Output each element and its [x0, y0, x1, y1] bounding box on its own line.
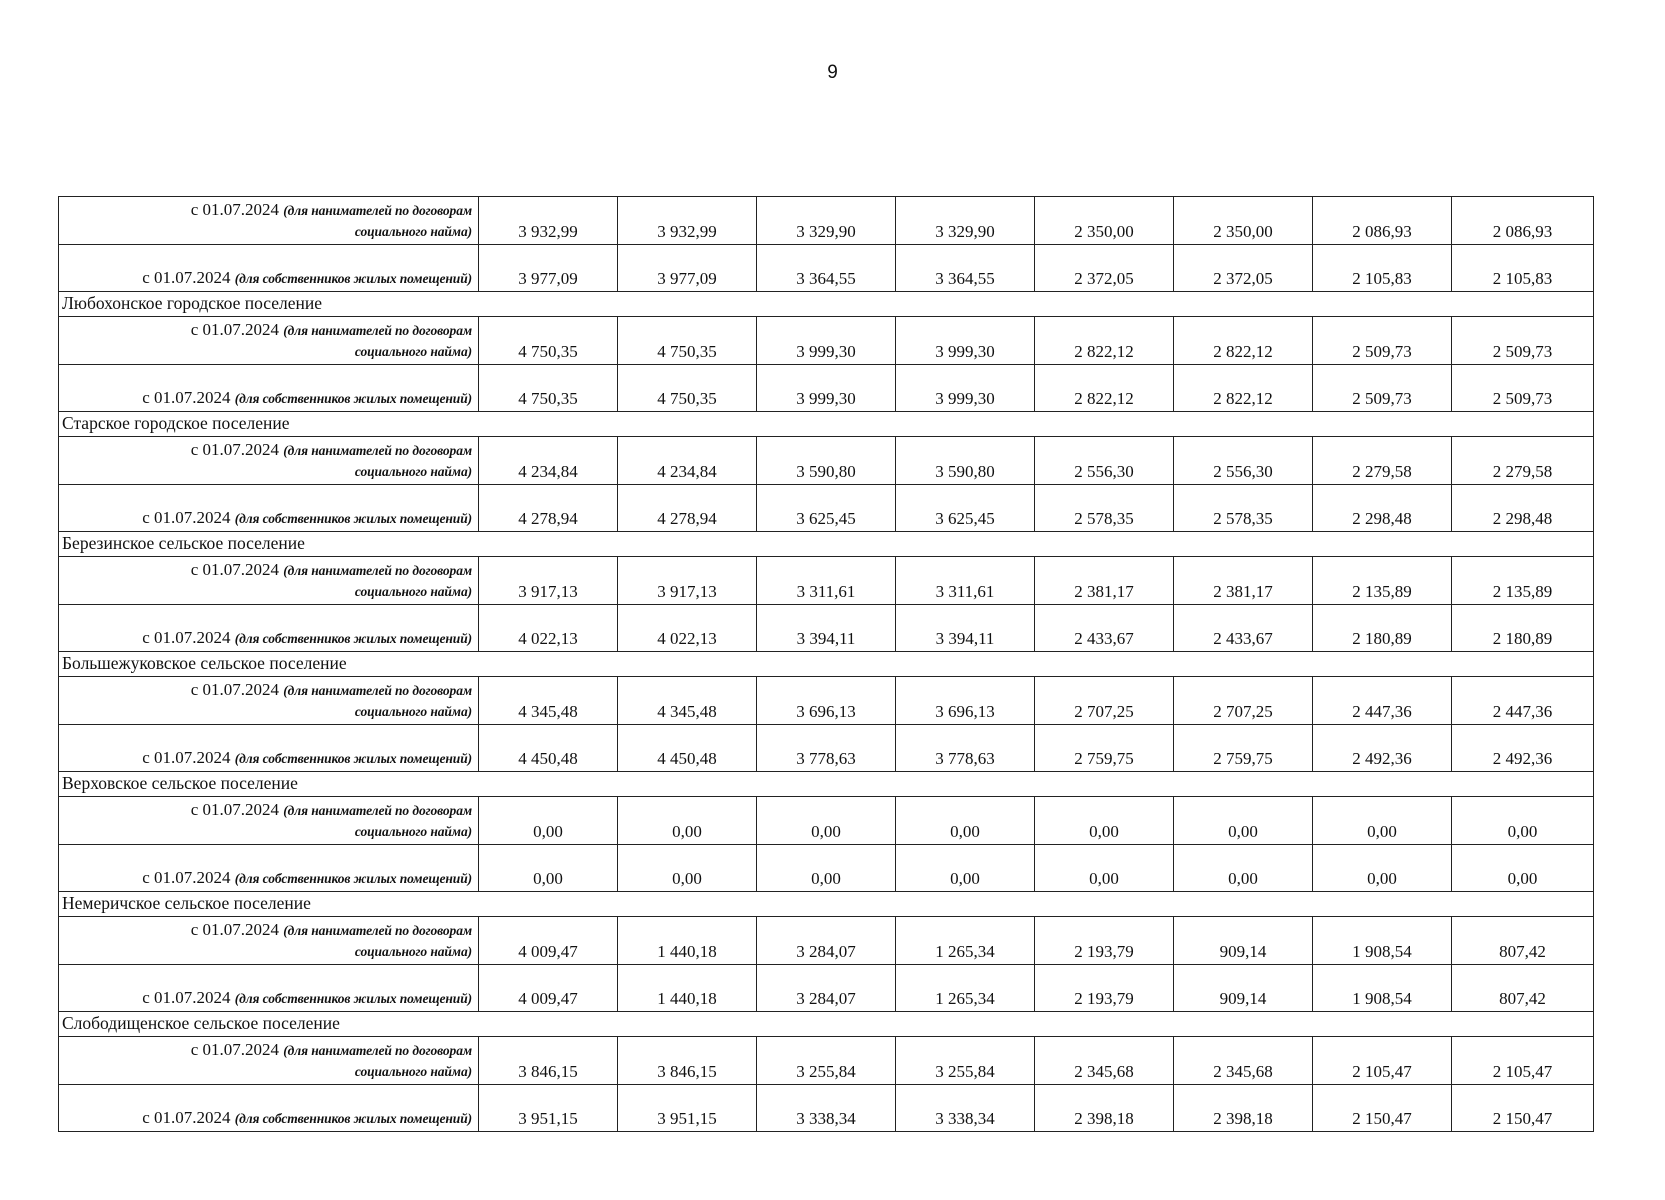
row-label-tenants	[59, 1037, 479, 1085]
label-line-2	[65, 221, 472, 242]
value-cell: 0,00	[757, 797, 896, 845]
value-cell: 0,00	[479, 845, 618, 892]
value-cell: 2 279,58	[1313, 437, 1452, 485]
settlement-name: Большежуковское сельское поселение	[59, 652, 1594, 677]
date-prefix: с 01.07.2024	[190, 440, 279, 459]
owners-note: (для собственников жилых помещений)	[234, 751, 472, 766]
row-label-tenants	[59, 917, 479, 965]
owners-row	[59, 365, 1594, 412]
section-header-row	[59, 292, 1594, 317]
value-cell: 3 999,30	[896, 317, 1035, 365]
value-cell: 3 999,30	[896, 365, 1035, 412]
value-cell: 2 492,36	[1313, 725, 1452, 772]
label-line-1	[65, 440, 472, 461]
tenants-note-1: (для нанимателей по договорам	[283, 443, 472, 458]
value-cell: 0,00	[1452, 845, 1594, 892]
tenants-note-2: социального найма)	[354, 584, 472, 599]
value-cell: 2 345,68	[1174, 1037, 1313, 1085]
owners-note: (для собственников жилых помещений)	[234, 271, 472, 286]
value-cell: 2 707,25	[1035, 677, 1174, 725]
settlement-name: Любохонское городское поселение	[59, 292, 1594, 317]
value-cell: 2 345,68	[1035, 1037, 1174, 1085]
date-prefix: с 01.07.2024	[142, 628, 231, 647]
tariff-table-body	[59, 197, 1594, 1132]
tenants-row	[59, 197, 1594, 245]
value-cell: 2 381,17	[1035, 557, 1174, 605]
value-cell: 2 372,05	[1174, 245, 1313, 292]
owners-row	[59, 1085, 1594, 1132]
owners-note: (для собственников жилых помещений)	[234, 871, 472, 886]
section-header-row	[59, 892, 1594, 917]
tenants-row	[59, 557, 1594, 605]
value-cell: 2 433,67	[1174, 605, 1313, 652]
date-prefix: с 01.07.2024	[190, 800, 279, 819]
value-cell: 3 590,80	[757, 437, 896, 485]
tenants-note-2: социального найма)	[354, 1064, 472, 1079]
value-cell: 2 509,73	[1313, 317, 1452, 365]
value-cell: 2 398,18	[1035, 1085, 1174, 1132]
value-cell: 2 150,47	[1313, 1085, 1452, 1132]
value-cell: 3 951,15	[479, 1085, 618, 1132]
value-cell: 2 822,12	[1174, 317, 1313, 365]
tenants-note-2: социального найма)	[354, 824, 472, 839]
row-label-tenants	[59, 797, 479, 845]
value-cell: 2 509,73	[1452, 317, 1594, 365]
value-cell: 0,00	[1174, 845, 1313, 892]
row-label-tenants	[59, 557, 479, 605]
value-cell: 3 364,55	[896, 245, 1035, 292]
value-cell: 2 509,73	[1452, 365, 1594, 412]
tenants-note-1: (для нанимателей по договорам	[283, 923, 472, 938]
value-cell: 3 329,90	[757, 197, 896, 245]
value-cell: 2 759,75	[1035, 725, 1174, 772]
value-cell: 4 278,94	[618, 485, 757, 532]
tenants-row	[59, 437, 1594, 485]
value-cell: 2 759,75	[1174, 725, 1313, 772]
owners-note: (для собственников жилых помещений)	[234, 511, 472, 526]
value-cell: 1 440,18	[618, 917, 757, 965]
label-line-1	[65, 680, 472, 701]
value-cell: 3 917,13	[479, 557, 618, 605]
value-cell: 1 265,34	[896, 965, 1035, 1012]
value-cell: 2 556,30	[1035, 437, 1174, 485]
value-cell: 3 329,90	[896, 197, 1035, 245]
tenants-note-1: (для нанимателей по договорам	[283, 803, 472, 818]
row-label-owners	[59, 365, 479, 412]
date-prefix: с 01.07.2024	[142, 748, 231, 767]
label-line-2	[65, 461, 472, 482]
label-line-1	[65, 800, 472, 821]
owners-row	[59, 965, 1594, 1012]
value-cell: 3 977,09	[479, 245, 618, 292]
row-label-owners	[59, 845, 479, 892]
value-cell: 2 135,89	[1452, 557, 1594, 605]
label-line-1	[65, 560, 472, 581]
value-cell: 2 822,12	[1035, 317, 1174, 365]
date-prefix: с 01.07.2024	[190, 920, 279, 939]
owners-row	[59, 725, 1594, 772]
owners-note: (для собственников жилых помещений)	[234, 631, 472, 646]
value-cell: 2 492,36	[1452, 725, 1594, 772]
value-cell: 807,42	[1452, 965, 1594, 1012]
value-cell: 3 696,13	[757, 677, 896, 725]
value-cell: 0,00	[896, 845, 1035, 892]
value-cell: 2 350,00	[1174, 197, 1313, 245]
owners-row	[59, 845, 1594, 892]
row-label-owners	[59, 485, 479, 532]
row-label-owners	[59, 965, 479, 1012]
value-cell: 3 951,15	[618, 1085, 757, 1132]
date-prefix: с 01.07.2024	[190, 200, 279, 219]
value-cell: 2 135,89	[1313, 557, 1452, 605]
value-cell: 4 022,13	[618, 605, 757, 652]
value-cell: 3 932,99	[618, 197, 757, 245]
value-cell: 1 908,54	[1313, 965, 1452, 1012]
value-cell: 2 180,89	[1452, 605, 1594, 652]
value-cell: 3 999,30	[757, 317, 896, 365]
value-cell: 0,00	[1174, 797, 1313, 845]
owners-note: (для собственников жилых помещений)	[234, 391, 472, 406]
value-cell: 0,00	[1452, 797, 1594, 845]
value-cell: 2 150,47	[1452, 1085, 1594, 1132]
value-cell: 3 338,34	[896, 1085, 1035, 1132]
label-line-2	[65, 341, 472, 362]
value-cell: 2 105,47	[1452, 1037, 1594, 1085]
value-cell: 807,42	[1452, 917, 1594, 965]
value-cell: 2 350,00	[1035, 197, 1174, 245]
value-cell: 2 105,47	[1313, 1037, 1452, 1085]
value-cell: 0,00	[479, 797, 618, 845]
value-cell: 4 345,48	[618, 677, 757, 725]
tenants-row	[59, 317, 1594, 365]
value-cell: 2 105,83	[1452, 245, 1594, 292]
row-label-tenants	[59, 317, 479, 365]
label-line-1	[65, 320, 472, 341]
settlement-name: Слободищенское сельское поселение	[59, 1012, 1594, 1037]
value-cell: 2 509,73	[1313, 365, 1452, 412]
tenants-note-2: социального найма)	[354, 224, 472, 239]
value-cell: 4 750,35	[479, 317, 618, 365]
date-prefix: с 01.07.2024	[190, 680, 279, 699]
value-cell: 909,14	[1174, 917, 1313, 965]
value-cell: 4 450,48	[618, 725, 757, 772]
value-cell: 3 255,84	[896, 1037, 1035, 1085]
label-line-1	[65, 920, 472, 941]
value-cell: 2 193,79	[1035, 917, 1174, 965]
value-cell: 3 696,13	[896, 677, 1035, 725]
tenants-note-2: социального найма)	[354, 704, 472, 719]
tenants-row	[59, 917, 1594, 965]
value-cell: 1 265,34	[896, 917, 1035, 965]
date-prefix: с 01.07.2024	[142, 988, 231, 1007]
value-cell: 4 345,48	[479, 677, 618, 725]
tenants-note-1: (для нанимателей по договорам	[283, 563, 472, 578]
value-cell: 3 311,61	[896, 557, 1035, 605]
tenants-row	[59, 797, 1594, 845]
row-label-owners	[59, 245, 479, 292]
value-cell: 2 086,93	[1452, 197, 1594, 245]
value-cell: 3 338,34	[757, 1085, 896, 1132]
date-prefix: с 01.07.2024	[142, 508, 231, 527]
value-cell: 3 364,55	[757, 245, 896, 292]
value-cell: 2 556,30	[1174, 437, 1313, 485]
label-line-2	[65, 821, 472, 842]
value-cell: 2 180,89	[1313, 605, 1452, 652]
date-prefix: с 01.07.2024	[190, 1040, 279, 1059]
value-cell: 2 578,35	[1174, 485, 1313, 532]
date-prefix: с 01.07.2024	[190, 560, 279, 579]
section-header-row	[59, 412, 1594, 437]
value-cell: 4 022,13	[479, 605, 618, 652]
value-cell: 0,00	[1035, 845, 1174, 892]
value-cell: 3 917,13	[618, 557, 757, 605]
tenants-row	[59, 1037, 1594, 1085]
label-line-2	[65, 581, 472, 602]
owners-row	[59, 485, 1594, 532]
value-cell: 3 394,11	[757, 605, 896, 652]
value-cell: 2 279,58	[1452, 437, 1594, 485]
value-cell: 2 381,17	[1174, 557, 1313, 605]
value-cell: 4 750,35	[479, 365, 618, 412]
label-line-2	[65, 941, 472, 962]
value-cell: 3 311,61	[757, 557, 896, 605]
value-cell: 3 284,07	[757, 965, 896, 1012]
tenants-note-2: социального найма)	[354, 464, 472, 479]
row-label-owners	[59, 1085, 479, 1132]
value-cell: 3 625,45	[757, 485, 896, 532]
value-cell: 2 372,05	[1035, 245, 1174, 292]
owners-row	[59, 245, 1594, 292]
value-cell: 2 578,35	[1035, 485, 1174, 532]
value-cell: 3 394,11	[896, 605, 1035, 652]
page-number: 9	[827, 62, 838, 83]
tenants-note-1: (для нанимателей по договорам	[283, 1043, 472, 1058]
value-cell: 2 398,18	[1174, 1085, 1313, 1132]
owners-row	[59, 605, 1594, 652]
value-cell: 2 298,48	[1313, 485, 1452, 532]
row-label-owners	[59, 605, 479, 652]
value-cell: 4 009,47	[479, 917, 618, 965]
label-line-2	[65, 1061, 472, 1082]
tariff-table	[58, 196, 1594, 1132]
label-line-1	[65, 200, 472, 221]
value-cell: 2 298,48	[1452, 485, 1594, 532]
value-cell: 3 590,80	[896, 437, 1035, 485]
row-label-tenants	[59, 677, 479, 725]
value-cell: 1 908,54	[1313, 917, 1452, 965]
value-cell: 2 447,36	[1313, 677, 1452, 725]
value-cell: 0,00	[757, 845, 896, 892]
settlement-name: Верховское сельское поселение	[59, 772, 1594, 797]
value-cell: 2 086,93	[1313, 197, 1452, 245]
value-cell: 3 977,09	[618, 245, 757, 292]
value-cell: 4 234,84	[618, 437, 757, 485]
value-cell: 0,00	[618, 845, 757, 892]
value-cell: 3 284,07	[757, 917, 896, 965]
label-line-2	[65, 701, 472, 722]
value-cell: 4 009,47	[479, 965, 618, 1012]
value-cell: 1 440,18	[618, 965, 757, 1012]
value-cell: 4 450,48	[479, 725, 618, 772]
row-label-tenants	[59, 437, 479, 485]
value-cell: 3 778,63	[896, 725, 1035, 772]
value-cell: 0,00	[1313, 797, 1452, 845]
label-line-1	[65, 1040, 472, 1061]
value-cell: 3 932,99	[479, 197, 618, 245]
value-cell: 2 447,36	[1452, 677, 1594, 725]
value-cell: 2 822,12	[1035, 365, 1174, 412]
date-prefix: с 01.07.2024	[142, 388, 231, 407]
date-prefix: с 01.07.2024	[190, 320, 279, 339]
value-cell: 0,00	[618, 797, 757, 845]
settlement-name: Немеричское сельское поселение	[59, 892, 1594, 917]
tenants-note-2: социального найма)	[354, 344, 472, 359]
value-cell: 4 750,35	[618, 317, 757, 365]
value-cell: 3 999,30	[757, 365, 896, 412]
value-cell: 3 778,63	[757, 725, 896, 772]
value-cell: 4 750,35	[618, 365, 757, 412]
tenants-note-1: (для нанимателей по договорам	[283, 323, 472, 338]
section-header-row	[59, 1012, 1594, 1037]
owners-note: (для собственников жилых помещений)	[234, 991, 472, 1006]
value-cell: 0,00	[896, 797, 1035, 845]
value-cell: 3 846,15	[618, 1037, 757, 1085]
value-cell: 3 846,15	[479, 1037, 618, 1085]
tenants-note-2: социального найма)	[354, 944, 472, 959]
row-label-owners	[59, 725, 479, 772]
date-prefix: с 01.07.2024	[142, 1108, 231, 1127]
section-header-row	[59, 532, 1594, 557]
value-cell: 909,14	[1174, 965, 1313, 1012]
tenants-row	[59, 677, 1594, 725]
value-cell: 2 822,12	[1174, 365, 1313, 412]
value-cell: 3 255,84	[757, 1037, 896, 1085]
value-cell: 0,00	[1313, 845, 1452, 892]
date-prefix: с 01.07.2024	[142, 868, 231, 887]
date-prefix: с 01.07.2024	[142, 268, 231, 287]
tenants-note-1: (для нанимателей по договорам	[283, 203, 472, 218]
value-cell: 3 625,45	[896, 485, 1035, 532]
value-cell: 2 707,25	[1174, 677, 1313, 725]
settlement-name: Березинское сельское поселение	[59, 532, 1594, 557]
owners-note: (для собственников жилых помещений)	[234, 1111, 472, 1126]
value-cell: 2 105,83	[1313, 245, 1452, 292]
value-cell: 4 278,94	[479, 485, 618, 532]
section-header-row	[59, 772, 1594, 797]
value-cell: 2 193,79	[1035, 965, 1174, 1012]
settlement-name: Старское городское поселение	[59, 412, 1594, 437]
section-header-row	[59, 652, 1594, 677]
value-cell: 0,00	[1035, 797, 1174, 845]
value-cell: 4 234,84	[479, 437, 618, 485]
tenants-note-1: (для нанимателей по договорам	[283, 683, 472, 698]
value-cell: 2 433,67	[1035, 605, 1174, 652]
row-label-tenants	[59, 197, 479, 245]
